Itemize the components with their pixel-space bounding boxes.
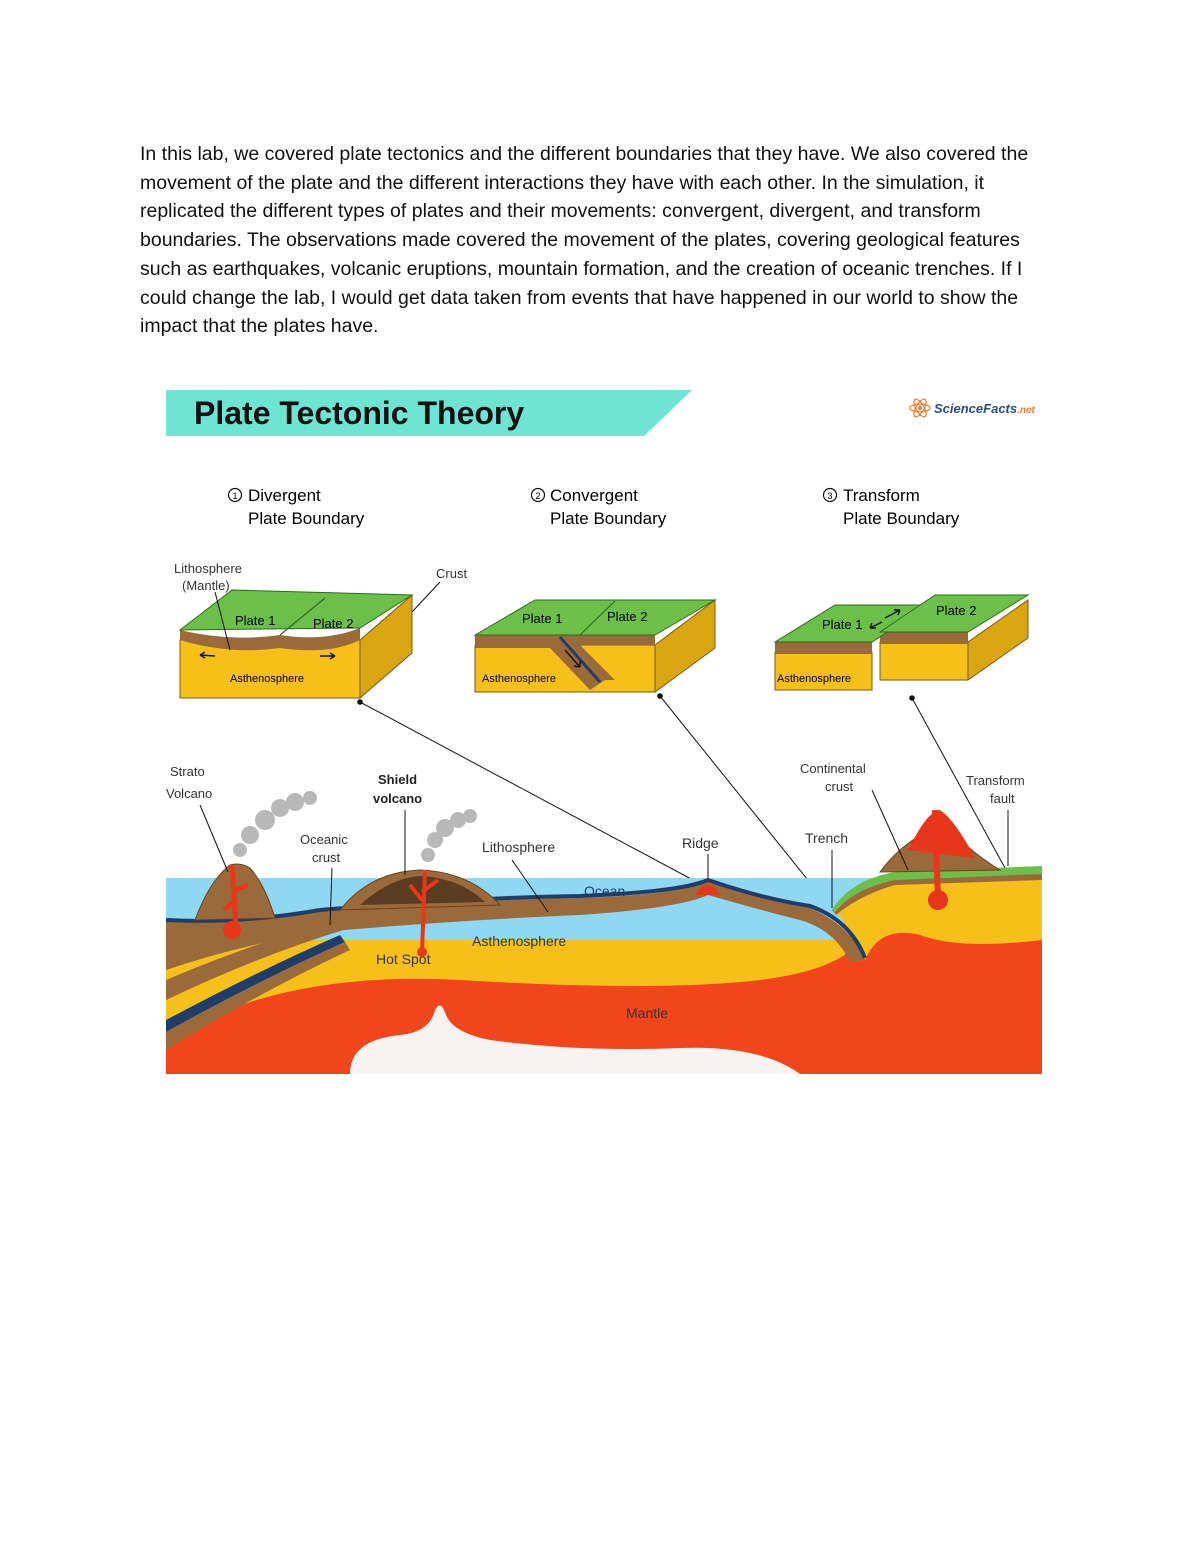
strato-label-1: Strato xyxy=(170,764,205,779)
oceanic-label-2: crust xyxy=(312,850,341,865)
div-asthenosphere: Asthenosphere xyxy=(230,673,304,685)
strato-label-2: Volcano xyxy=(166,786,213,801)
continental-label-2: crust xyxy=(825,779,854,794)
trans-plate1: Plate 1 xyxy=(822,617,863,632)
convergent-pointer xyxy=(660,696,832,910)
transform-fault-label-2: fault xyxy=(990,791,1015,806)
lithosphere-mantle-label-1: Lithosphere xyxy=(174,561,242,576)
mantle-label: Mantle xyxy=(626,1005,669,1021)
logo-text: ScienceFacts.net xyxy=(934,401,1035,416)
asthenosphere-label: Asthenosphere xyxy=(472,933,567,949)
lithosphere-mantle-label-2: (Mantle) xyxy=(182,578,230,593)
cross-section xyxy=(166,791,1042,1074)
continental-label-1: Continental xyxy=(800,761,866,776)
trans-plate2: Plate 2 xyxy=(936,603,977,618)
svg-text:3: 3 xyxy=(827,491,833,501)
heading-convergent xyxy=(532,486,667,528)
svg-text:2: 2 xyxy=(535,491,541,501)
plate-tectonic-diagram xyxy=(160,380,1050,1080)
svg-text:Divergent: Divergent xyxy=(248,486,321,505)
banner-title: Plate Tectonic Theory xyxy=(194,395,525,431)
conv-plate2: Plate 2 xyxy=(607,609,648,624)
conv-asthenosphere: Asthenosphere xyxy=(482,673,556,685)
svg-text:Plate Boundary: Plate Boundary xyxy=(843,509,960,528)
steam-cloud xyxy=(233,791,477,862)
heading-transform xyxy=(824,486,960,528)
shield-label-2: volcano xyxy=(373,791,423,806)
transform-block xyxy=(775,595,1028,690)
svg-text:Transform: Transform xyxy=(843,486,920,505)
divergent-block xyxy=(180,590,412,698)
lithosphere-label: Lithosphere xyxy=(482,839,556,855)
convergent-block xyxy=(475,600,715,692)
hot-spot-label: Hot Spot xyxy=(376,951,431,967)
shield-label-1: Shield xyxy=(378,772,418,787)
trans-asthenosphere: Asthenosphere xyxy=(777,673,851,685)
heading-divergent xyxy=(229,486,365,528)
body-paragraph: In this lab, we covered plate tectonics and the different boundaries that they have. We also covered the movement of the plate and the different interactions they have with each other. In the simulation, it replicated the different types of plates and their movements: convergent, divergent, and transform boundaries. The observations made covered the movement of the plates, covering geological features such as earthquakes, volcanic eruptions, mountain formation, and the creation of oceanic trenches. If I could change the lab, I would get data taken from events that have happened in our world to show the impact that the plates have. xyxy=(140,143,1029,338)
svg-text:1: 1 xyxy=(232,491,238,501)
trench-label: Trench xyxy=(805,830,849,846)
ocean-label: Ocean xyxy=(584,883,626,899)
transform-fault-label-1: Transform xyxy=(966,773,1025,788)
svg-text:Plate Boundary: Plate Boundary xyxy=(248,509,365,528)
conv-plate1: Plate 1 xyxy=(522,611,563,626)
div-plate2: Plate 2 xyxy=(313,616,354,631)
oceanic-label-1: Oceanic xyxy=(300,832,348,847)
div-plate1: Plate 1 xyxy=(235,613,276,628)
crust-label: Crust xyxy=(436,566,468,581)
atom-icon xyxy=(910,397,930,418)
svg-text:Plate Boundary: Plate Boundary xyxy=(550,509,667,528)
svg-text:Convergent: Convergent xyxy=(550,486,638,505)
ridge-label: Ridge xyxy=(682,835,719,851)
